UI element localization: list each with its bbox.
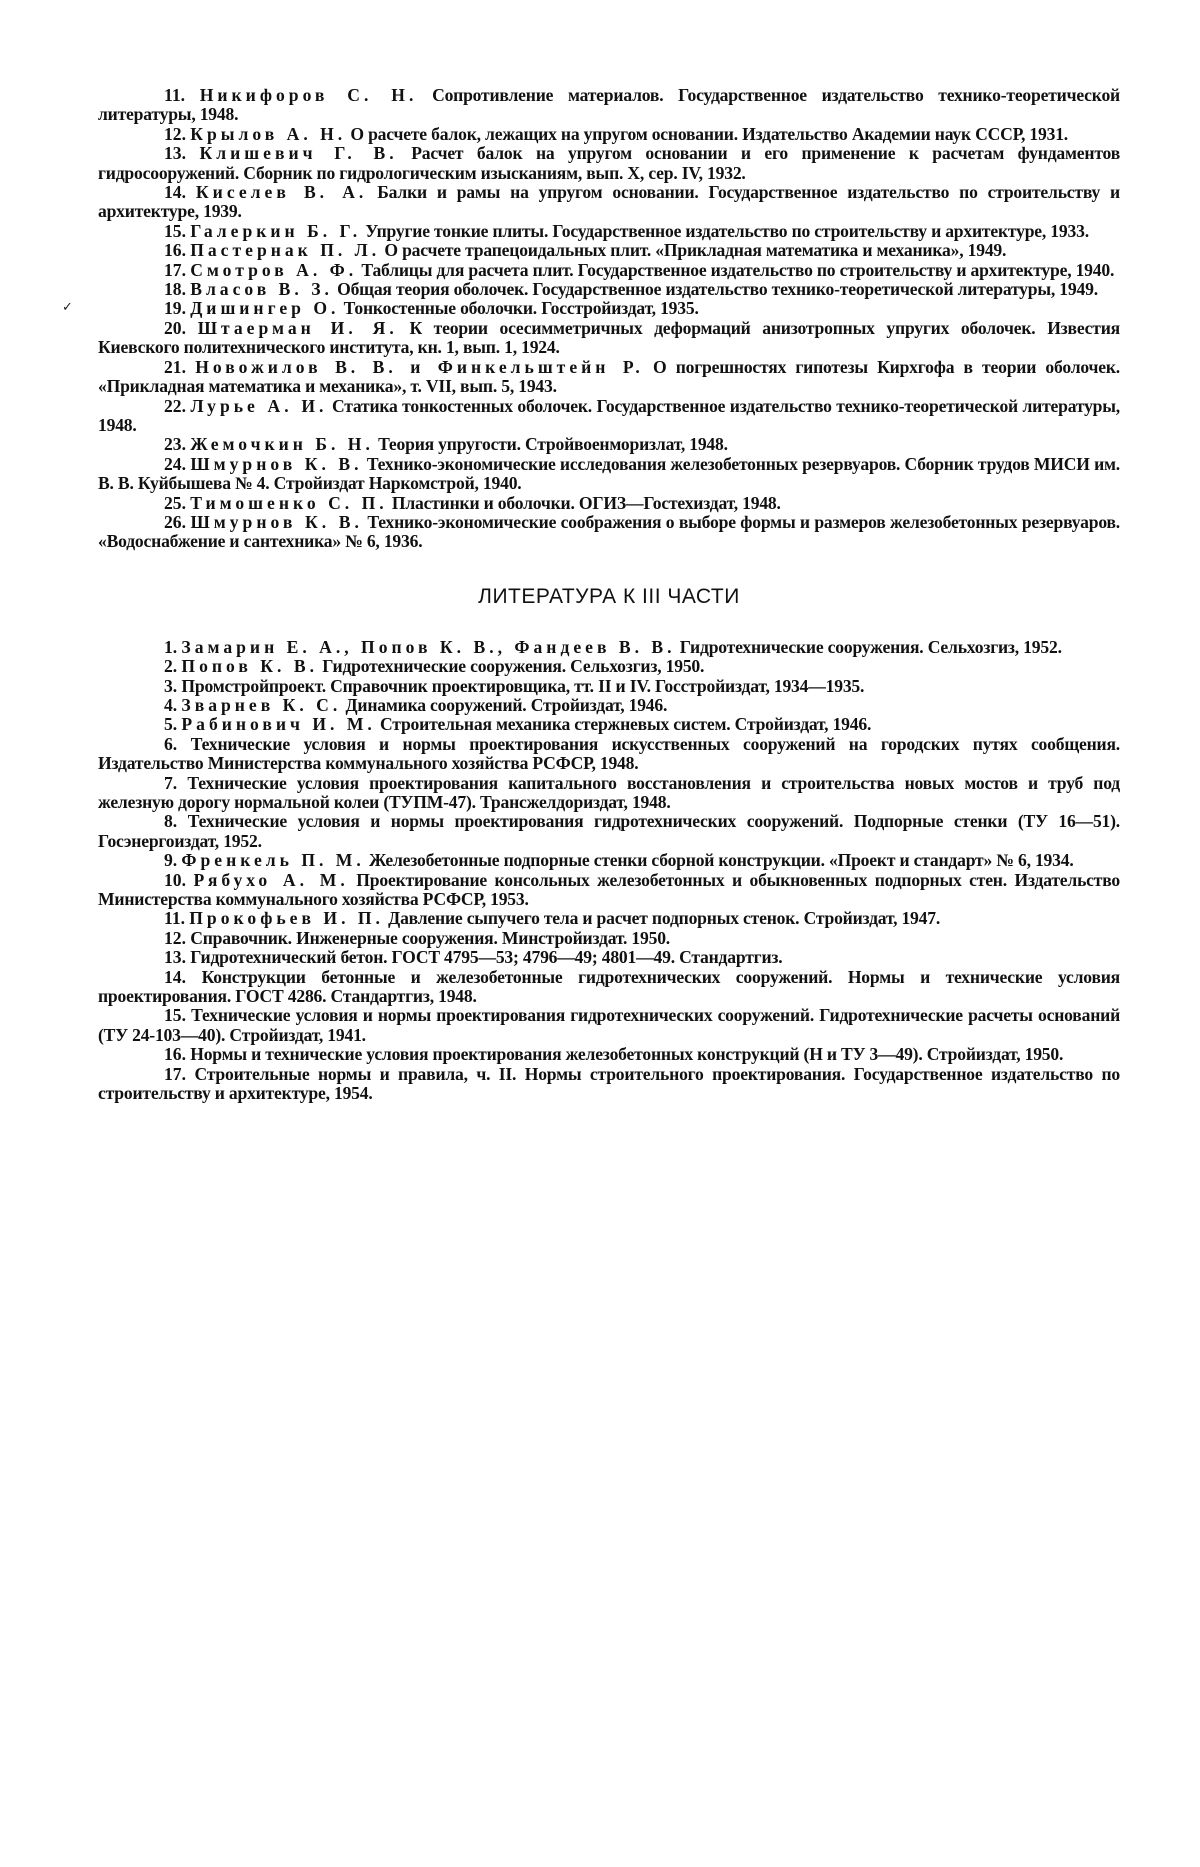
reference-author: Френкель П. М. <box>181 850 365 871</box>
reference-entry <box>98 299 1120 318</box>
reference-number: 2. <box>164 656 178 677</box>
reference-number: 5. <box>164 714 178 735</box>
reference-entry <box>98 677 1120 696</box>
reference-text: Строительная механика стержневых систем. Стройиздат, 1946. <box>380 714 872 735</box>
reference-number: 4. <box>164 694 178 715</box>
reference-entry <box>98 657 1120 676</box>
reference-text: Упругие тонкие плиты. Государственное издательство по строительству и архитектуре, 1933. <box>365 220 1089 241</box>
reference-number: 20. <box>164 317 186 338</box>
reference-number: 13. <box>164 143 186 164</box>
reference-number: 17. <box>164 259 186 280</box>
reference-text: Технические условия и нормы проектирования искусственных сооружений на городских путях сообщения. Издательство Министерства коммунального хозяйства РСФСР, 1948. <box>98 733 1120 774</box>
reference-author: Прокофьев И. П. <box>189 908 384 929</box>
reference-author: Рябухо А. М. <box>193 869 349 890</box>
reference-number: 21. <box>164 356 186 377</box>
reference-entry <box>98 696 1120 715</box>
reference-author: Пастернак П. Л. <box>190 240 381 261</box>
reference-text: Теория упругости. Стройвоенморизлат, 1948. <box>378 434 728 455</box>
reference-author: Никифоров С. Н. <box>199 85 418 105</box>
reference-entry <box>98 968 1120 1007</box>
section-heading: ЛИТЕРАТУРА К III ЧАСТИ <box>478 584 740 608</box>
reference-text: Статика тонкостенных оболочек. Государственное издательство технико-теоретической литературы, 1948. <box>98 395 1120 435</box>
reference-author: Дишингер О. <box>190 298 340 319</box>
reference-author: Зварнев К. С. <box>181 694 342 715</box>
reference-author: Смотров А. Ф. <box>190 259 358 280</box>
reference-author: Клишевич Г. В. <box>199 143 398 164</box>
reference-author: Киселев В. А. <box>195 182 368 203</box>
reference-number: 14. <box>164 966 186 987</box>
reference-entry <box>98 638 1120 657</box>
reference-text: К теории осесимметричных деформаций анизотропных упругих оболочек. Известия Киевского политехнического института, кн. 1, вып. 1, 1924. <box>98 317 1120 358</box>
reference-entry <box>98 948 1120 967</box>
reference-text: Расчет балок на упругом основании и его применение к расчетам фундаментов гидросооружений. Сборник по гидрологическим изысканиям, вып. X, сер. IV, 1932. <box>98 143 1120 183</box>
reference-author: Попов К. В. <box>181 656 318 677</box>
reference-text: О расчете трапецоидальных плит. «Прикладная математика и механика», 1949. <box>384 240 1007 261</box>
reference-number: 6. <box>164 733 178 754</box>
bibliography-list-part-3 <box>98 638 1120 1104</box>
reference-text: Технические условия и нормы проектирования гидротехнических сооружений. Подпорные стенки (ТУ 16—51). Госэнергоиздат, 1952. <box>98 811 1120 851</box>
reference-entry <box>98 280 1120 299</box>
reference-author: Крылов А. Н. <box>190 123 347 144</box>
reference-author: Тимошенко С. П. <box>190 492 388 513</box>
reference-text: Конструкции бетонные и железобетонные гидротехнических сооружений. Нормы и технические условия проектирования. ГОСТ 4286. Стандартгиз, 1948. <box>98 966 1121 1007</box>
reference-text: Пластинки и оболочки. ОГИЗ—Гостехиздат, 1948. <box>391 492 781 513</box>
reference-entry <box>98 455 1120 494</box>
reference-text: Промстройпроект. Справочник проектировщика, тт. II и IV. Госстройиздат, 1934—1935. <box>181 675 865 696</box>
reference-number: 12. <box>164 123 186 144</box>
reference-entry <box>98 319 1120 358</box>
reference-number: 15. <box>164 220 186 241</box>
reference-entry <box>98 812 1120 851</box>
reference-entry <box>98 774 1120 813</box>
reference-author: Шмурнов К. В. <box>190 511 363 532</box>
reference-number: 19. <box>164 298 186 319</box>
reference-number: 10. <box>164 869 186 890</box>
reference-entry <box>98 513 1120 552</box>
reference-entry <box>98 261 1120 280</box>
reference-text: Сопротивление материалов. Государственное издательство технико-теоретической литературы, 1948. <box>98 85 1120 125</box>
reference-text: Балки и рамы на упругом основании. Государственное издательство по строительству и архитектуре, 1939. <box>98 182 1120 222</box>
reference-author: Власов В. З. <box>190 279 333 300</box>
reference-number: 23. <box>164 434 186 455</box>
reference-text: Технико-экономические исследования железобетонных резервуаров. Сборник трудов МИСИ им. В. В. Куйбышева № 4. Стройиздат Наркомстрой, 1940. <box>98 453 1120 494</box>
bibliography-list-continued <box>98 86 1120 552</box>
reference-text: Динамика сооружений. Стройиздат, 1946. <box>345 694 668 715</box>
reference-entry <box>98 222 1120 241</box>
reference-entry <box>98 909 1120 928</box>
reference-number: 22. <box>164 395 186 416</box>
reference-number: 14. <box>164 182 186 203</box>
reference-text: Гидротехнические сооружения. Сельхозгиз, 1952. <box>679 636 1062 657</box>
reference-number: 11. <box>164 85 186 105</box>
reference-number: 1. <box>164 636 178 657</box>
reference-number: 15. <box>164 1005 186 1026</box>
reference-number: 7. <box>164 772 178 793</box>
reference-author: Рабинович И. М. <box>181 714 376 735</box>
reference-text: Железобетонные подпорные стенки сборной конструкции. «Проект и стандарт» № 6, 1934. <box>369 850 1074 871</box>
reference-number: 16. <box>164 1044 186 1065</box>
reference-number: 11. <box>164 908 186 929</box>
reference-entry <box>98 241 1120 260</box>
reference-number: 9. <box>164 850 178 871</box>
reference-author: Шмурнов К. В. <box>190 453 363 474</box>
reference-number: 13. <box>164 947 186 968</box>
reference-text: Технические условия и нормы проектирования гидротехнических сооружений. Гидротехнические расчеты оснований (ТУ 24-103—40). Стройиздат, 1941. <box>98 1005 1121 1045</box>
reference-author: Замарин Е. А., Попов К. В., Фандеев В. В. <box>181 636 676 657</box>
reference-text: Таблицы для расчета плит. Государственное издательство по строительству и архитектуре, 1940. <box>361 259 1115 280</box>
reference-text: Технические условия проектирования капитального восстановления и строительства новых мостов и труб под железную дорогу нормальной колеи (ТУПМ-47). Трансжелдориздат, 1948. <box>98 772 1121 812</box>
reference-text: Проектирование консольных железобетонных и обыкновенных подпорных стен. Издательство Министерства коммунального хозяйства РСФСР, 1953. <box>98 869 1120 910</box>
reference-number: 3. <box>164 675 178 696</box>
reference-number: 12. <box>164 927 186 948</box>
reference-number: 25. <box>164 492 186 513</box>
reference-text: Давление сыпучего тела и расчет подпорных стенок. Стройиздат, 1947. <box>388 908 941 929</box>
reference-entry <box>98 871 1120 910</box>
reference-text: О погрешностях гипотезы Кирхгофа в теории оболочек. «Прикладная математика и механика», т. VII, вып. 5, 1943. <box>98 356 1120 397</box>
reference-author: Новожилов В. В. и Финкельштейн Р. <box>195 356 644 377</box>
reference-number: 17. <box>164 1063 186 1084</box>
reference-entry <box>98 1006 1120 1045</box>
reference-entry <box>98 851 1120 870</box>
reference-text: Справочник. Инженерные сооружения. Минстройиздат. 1950. <box>190 927 670 948</box>
reference-number: 8. <box>164 811 178 832</box>
reference-entry <box>98 358 1120 397</box>
reference-text: Гидротехнический бетон. ГОСТ 4795—53; 4796—49; 4801—49. Стандартгиз. <box>190 947 783 968</box>
reference-entry <box>98 494 1120 513</box>
reference-entry <box>98 144 1120 183</box>
reference-entry <box>98 183 1120 222</box>
reference-entry <box>98 125 1120 144</box>
reference-entry <box>98 735 1120 774</box>
reference-entry <box>98 397 1120 436</box>
reference-text: Гидротехнические сооружения. Сельхозгиз, 1950. <box>322 656 705 677</box>
reference-author: Жемочкин Б. Н. <box>190 434 374 455</box>
reference-number: 16. <box>164 240 186 261</box>
margin-check-mark: ✓ <box>62 300 73 315</box>
reference-text: Строительные нормы и правила, ч. II. Нормы строительного проектирования. Государственное издательство по строительству и архитектуре, 1954. <box>98 1063 1121 1104</box>
reference-author: Галеркин Б. Г. <box>190 220 362 241</box>
reference-number: 24. <box>164 453 186 474</box>
reference-text: О расчете балок, лежащих на упругом основании. Издательство Академии наук СССР, 1931. <box>350 123 1068 144</box>
reference-text: Нормы и технические условия проектирования железобетонных конструкций (Н и ТУ 3—49). Стройиздат, 1950. <box>190 1044 1064 1065</box>
reference-number: 26. <box>164 511 186 532</box>
reference-number: 18. <box>164 279 186 300</box>
reference-entry <box>98 715 1120 734</box>
reference-entry <box>98 86 1120 125</box>
reference-text: Тонкостенные оболочки. Госстройиздат, 1935. <box>343 298 699 319</box>
reference-text: Технико-экономические соображения о выборе формы и размеров железобетонных резервуаров. «Водоснабжение и сантехника» № 6, 1936. <box>98 511 1120 552</box>
bibliography-page <box>98 86 1120 1104</box>
reference-entry <box>98 1065 1120 1104</box>
reference-entry <box>98 929 1120 948</box>
reference-entry <box>98 1045 1120 1064</box>
reference-author: Штаерман И. Я. <box>197 317 398 338</box>
reference-author: Лурье А. И. <box>190 395 328 416</box>
reference-entry <box>98 435 1120 454</box>
reference-text: Общая теория оболочек. Государственное издательство технико-теоретической литературы, 1949. <box>337 279 1098 300</box>
